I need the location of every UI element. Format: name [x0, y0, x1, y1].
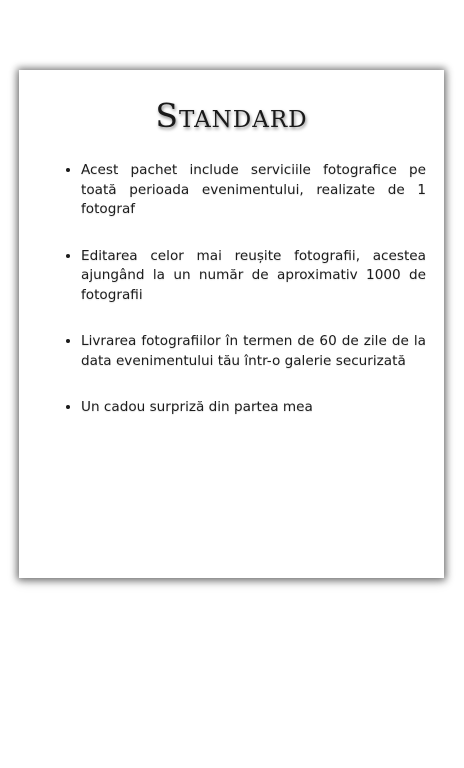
feature-item: • Editarea celor mai reușite fotografii, acestea ajungând la un număr de aproximativ 1000 de fotografii	[81, 247, 426, 306]
package-title: Standard	[155, 96, 308, 135]
feature-item: • Livrarea fotografiilor în termen de 60 de zile de la data evenimentului tău într-o galerie securizată	[81, 332, 426, 371]
feature-item: • Un cadou surpriză din partea mea	[81, 398, 426, 418]
feature-list	[63, 161, 426, 445]
feature-item: • Acest pachet include serviciile fotografice pe toată perioada evenimentului, realizate de 1 fotograf	[81, 161, 426, 220]
package-card	[19, 70, 444, 578]
